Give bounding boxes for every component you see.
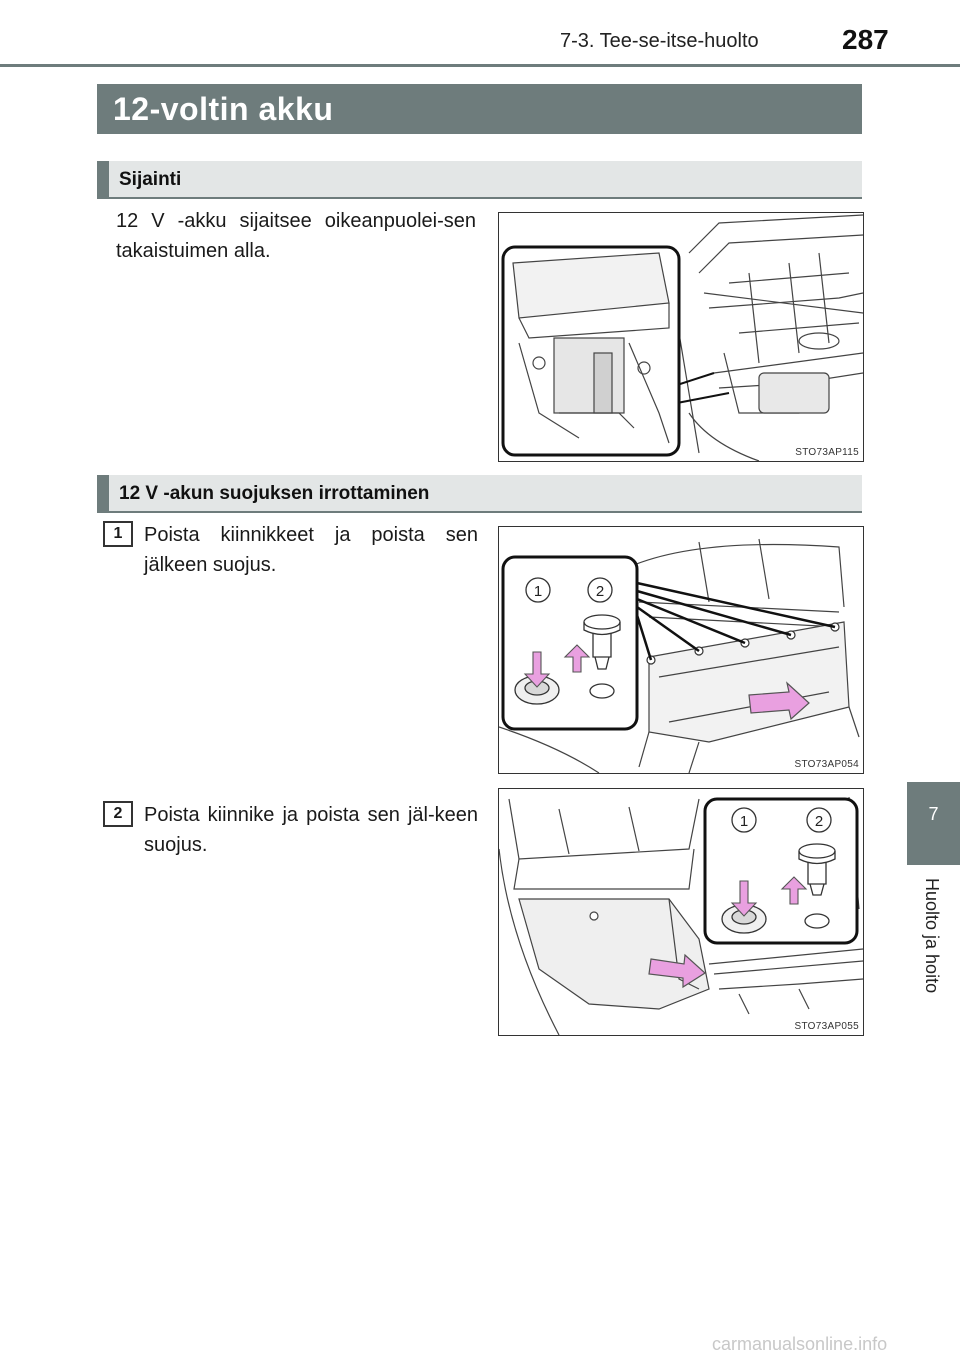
chapter-tab-label: Huolto ja hoito — [922, 878, 942, 994]
callout-1: 1 — [533, 583, 543, 600]
callout-2: 2 — [595, 583, 605, 600]
cover-removal-illustration-1 — [499, 527, 863, 773]
step-number-badge: 2 — [103, 801, 133, 827]
figure-battery-location — [498, 212, 864, 462]
step-1-text: Poista kiinnikkeet ja poista sen jälkeen suojus. — [144, 524, 478, 576]
chapter-section-title: 7-3. Tee-se-itse-huolto — [560, 30, 759, 52]
chapter-tab-number: 7 — [928, 804, 939, 824]
watermark: carmanualsonline.info — [712, 1334, 888, 1354]
callout-1: 1 — [739, 813, 749, 830]
figure-code: STO73AP054 — [794, 759, 859, 770]
figure-cover-removal-step-2 — [498, 788, 864, 1036]
step-number-badge: 1 — [103, 521, 133, 547]
step-2-text: Poista kiinnike ja poista sen jäl-keen suojus. — [144, 804, 478, 856]
figure-cover-removal-step-1 — [498, 526, 864, 774]
location-text: 12 V -akku sijaitsee oikeanpuolei-sen takaistuimen alla. — [116, 210, 476, 262]
header-divider — [0, 64, 960, 67]
page-title: 12-voltin akku — [97, 84, 862, 134]
section-heading-cover-removal: 12 V -akun suojuksen irrottaminen — [97, 475, 862, 513]
cover-removal-illustration-2 — [499, 789, 863, 1035]
battery-location-illustration — [499, 213, 863, 461]
figure-code: STO73AP055 — [794, 1021, 859, 1032]
callout-2: 2 — [814, 813, 824, 830]
page-number: 287 — [842, 24, 889, 55]
section-heading-location: Sijainti — [97, 161, 862, 199]
figure-code: STO73AP115 — [795, 447, 859, 458]
